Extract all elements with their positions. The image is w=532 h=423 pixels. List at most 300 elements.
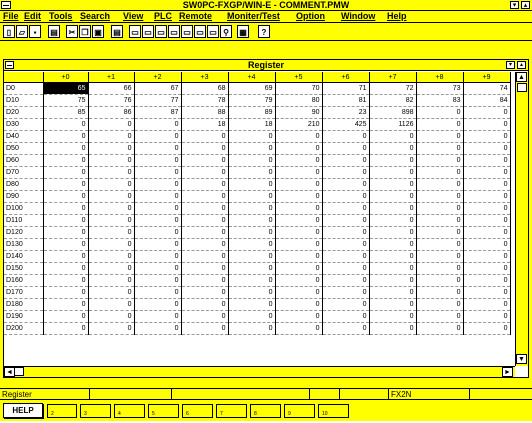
menu-window[interactable]: Window xyxy=(341,11,376,21)
register-cell[interactable]: 0 xyxy=(88,203,134,215)
register-cell[interactable]: 70 xyxy=(275,83,322,95)
register-cell[interactable]: 0 xyxy=(88,215,134,227)
fkey-3[interactable]: 3 xyxy=(80,404,111,418)
register-cell[interactable]: 79 xyxy=(228,95,275,107)
register-cell[interactable]: 0 xyxy=(43,203,88,215)
register-cell[interactable]: 0 xyxy=(322,203,369,215)
register-cell[interactable]: 0 xyxy=(275,275,322,287)
register-cell[interactable]: 0 xyxy=(134,131,181,143)
register-cell[interactable]: 0 xyxy=(134,119,181,131)
register-cell[interactable]: 0 xyxy=(416,107,463,119)
register-cell[interactable]: 0 xyxy=(88,299,134,311)
register-cell[interactable]: 0 xyxy=(416,179,463,191)
register-cell[interactable]: 0 xyxy=(88,323,134,335)
comment-view-icon[interactable]: ▭ xyxy=(168,25,180,38)
register-cell[interactable]: 0 xyxy=(322,167,369,179)
register-cell[interactable]: 0 xyxy=(181,251,228,263)
register-cell[interactable]: 0 xyxy=(43,131,88,143)
row-label: D180 xyxy=(4,299,43,311)
register-cell[interactable]: 0 xyxy=(275,251,322,263)
register-grid[interactable] xyxy=(4,72,514,366)
device-view-icon[interactable]: ▭ xyxy=(194,25,206,38)
register-cell[interactable]: 0 xyxy=(181,215,228,227)
fkey-10[interactable]: 10 xyxy=(318,404,349,418)
register-cell[interactable]: 0 xyxy=(463,239,510,251)
menu-file[interactable]: File xyxy=(3,11,19,21)
register-cell[interactable]: 72 xyxy=(369,83,416,95)
register-cell[interactable]: 0 xyxy=(416,239,463,251)
register-cell[interactable]: 0 xyxy=(369,287,416,299)
fkey-5[interactable]: 5 xyxy=(148,404,179,418)
register-cell[interactable]: 81 xyxy=(322,95,369,107)
register-cell[interactable]: 0 xyxy=(134,287,181,299)
find-icon[interactable]: ⚲ xyxy=(220,25,232,38)
register-cell[interactable]: 0 xyxy=(416,263,463,275)
register-cell[interactable]: 0 xyxy=(369,179,416,191)
register-cell[interactable]: 0 xyxy=(275,263,322,275)
register-cell[interactable]: 0 xyxy=(134,299,181,311)
register-cell[interactable]: 0 xyxy=(181,167,228,179)
register-row xyxy=(4,299,510,311)
register-cell[interactable]: 0 xyxy=(181,263,228,275)
help-icon[interactable]: ? xyxy=(258,25,270,38)
help-key-button[interactable]: HELP xyxy=(3,403,43,418)
status-bar xyxy=(0,388,532,399)
row-label: D170 xyxy=(4,287,43,299)
copy-icon[interactable]: ❐ xyxy=(79,25,91,38)
register-cell[interactable]: 0 xyxy=(369,167,416,179)
register-cell[interactable]: 0 xyxy=(463,323,510,335)
fkey-8[interactable]: 8 xyxy=(250,404,281,418)
register-cell[interactable]: 0 xyxy=(463,107,510,119)
register-cell[interactable]: 0 xyxy=(322,191,369,203)
register-cell[interactable]: 0 xyxy=(416,323,463,335)
register-cell[interactable]: 0 xyxy=(134,251,181,263)
register-cell[interactable]: 0 xyxy=(275,131,322,143)
register-row xyxy=(4,275,510,287)
register-cell[interactable]: 0 xyxy=(43,215,88,227)
register-title: Register xyxy=(247,60,284,70)
column-header: +1 xyxy=(88,72,134,83)
register-cell[interactable]: 0 xyxy=(275,167,322,179)
row-label: D130 xyxy=(4,239,43,251)
new-icon[interactable]: ▯ xyxy=(3,25,15,38)
scroll-up-icon[interactable]: ▲ xyxy=(516,72,527,82)
print2-icon[interactable]: ▤ xyxy=(111,25,123,38)
register-cell[interactable]: 0 xyxy=(43,119,88,131)
column-header: +7 xyxy=(369,72,416,83)
register-cell[interactable]: 0 xyxy=(181,227,228,239)
register-cell[interactable]: 75 xyxy=(43,95,88,107)
register-row xyxy=(4,167,510,179)
row-label: D70 xyxy=(4,167,43,179)
fkey-7[interactable]: 7 xyxy=(216,404,247,418)
register-cell[interactable]: 0 xyxy=(181,311,228,323)
register-cell[interactable]: 0 xyxy=(88,311,134,323)
register-cell[interactable]: 0 xyxy=(463,191,510,203)
menu-help[interactable]: Help xyxy=(387,11,407,21)
register-cell[interactable]: 0 xyxy=(228,179,275,191)
register-cell[interactable]: 0 xyxy=(88,275,134,287)
register-cell[interactable]: 0 xyxy=(228,191,275,203)
register-cell[interactable]: 0 xyxy=(134,191,181,203)
register-cell[interactable]: 0 xyxy=(463,287,510,299)
register-cell[interactable]: 0 xyxy=(463,155,510,167)
register-cell[interactable]: 0 xyxy=(369,191,416,203)
register-cell[interactable]: 0 xyxy=(43,155,88,167)
register-row xyxy=(4,227,510,239)
register-minimize-button[interactable]: ▾ xyxy=(506,61,515,69)
register-cell[interactable]: 0 xyxy=(463,299,510,311)
register-cell[interactable]: 0 xyxy=(322,227,369,239)
register-cell[interactable]: 0 xyxy=(88,143,134,155)
register-cell[interactable]: 0 xyxy=(134,155,181,167)
register-cell[interactable]: 0 xyxy=(88,287,134,299)
register-cell[interactable]: 0 xyxy=(43,323,88,335)
register-cell[interactable]: 0 xyxy=(181,287,228,299)
sfc-view-icon[interactable]: ▭ xyxy=(155,25,167,38)
register-cell[interactable]: 0 xyxy=(88,191,134,203)
register-cell[interactable]: 0 xyxy=(275,191,322,203)
scroll-down-icon[interactable]: ▼ xyxy=(516,354,527,364)
register-cell[interactable]: 0 xyxy=(43,275,88,287)
register-cell[interactable]: 0 xyxy=(43,179,88,191)
register-cell[interactable]: 76 xyxy=(88,95,134,107)
register-cell[interactable]: 0 xyxy=(369,323,416,335)
register-cell[interactable]: 0 xyxy=(43,239,88,251)
register-cell[interactable]: 0 xyxy=(43,287,88,299)
save-icon[interactable]: ▪ xyxy=(29,25,41,38)
register-cell[interactable]: 0 xyxy=(181,275,228,287)
register-cell[interactable]: 0 xyxy=(463,203,510,215)
register-cell[interactable]: 0 xyxy=(88,119,134,131)
register-cell[interactable]: 77 xyxy=(134,95,181,107)
register-cell[interactable]: 0 xyxy=(275,311,322,323)
register-cell[interactable]: 0 xyxy=(463,215,510,227)
row-label: D40 xyxy=(4,131,43,143)
row-label: D120 xyxy=(4,227,43,239)
register-cell[interactable]: 0 xyxy=(228,275,275,287)
menu-option[interactable]: Option xyxy=(296,11,325,21)
register-cell[interactable]: 0 xyxy=(134,239,181,251)
register-cell[interactable]: 71 xyxy=(322,83,369,95)
register-cell[interactable]: 0 xyxy=(134,167,181,179)
register-cell[interactable]: 0 xyxy=(88,131,134,143)
register-cell[interactable]: 0 xyxy=(228,203,275,215)
register-cell[interactable]: 0 xyxy=(228,263,275,275)
register-cell[interactable]: 0 xyxy=(134,215,181,227)
menu-moniter-test[interactable]: Moniter/Test xyxy=(227,11,280,21)
register-cell[interactable]: 0 xyxy=(43,251,88,263)
register-cell[interactable]: 0 xyxy=(463,131,510,143)
row-label: D80 xyxy=(4,179,43,191)
register-cell[interactable]: 85 xyxy=(43,107,88,119)
monitor-icon[interactable]: ▦ xyxy=(237,25,249,38)
vertical-scrollbar[interactable] xyxy=(515,72,528,366)
register-cell[interactable]: 0 xyxy=(134,179,181,191)
register-cell[interactable]: 0 xyxy=(416,143,463,155)
ladder-view-icon[interactable]: ▭ xyxy=(129,25,141,38)
register-cell[interactable]: 0 xyxy=(88,239,134,251)
row-label: D190 xyxy=(4,311,43,323)
register-cell[interactable]: 0 xyxy=(416,299,463,311)
register-cell[interactable]: 68 xyxy=(181,83,228,95)
register-cell[interactable]: 0 xyxy=(88,263,134,275)
register-cell[interactable]: 0 xyxy=(275,227,322,239)
register-cell[interactable]: 0 xyxy=(228,227,275,239)
register-cell[interactable]: 0 xyxy=(228,323,275,335)
register-cell[interactable]: 0 xyxy=(134,263,181,275)
register-cell[interactable]: 0 xyxy=(134,311,181,323)
register-cell[interactable]: 82 xyxy=(369,95,416,107)
register-cell[interactable]: 0 xyxy=(275,143,322,155)
fkey-4[interactable]: 4 xyxy=(114,404,145,418)
register-cell[interactable]: 0 xyxy=(416,131,463,143)
register-cell[interactable]: 0 xyxy=(369,203,416,215)
row-label: D90 xyxy=(4,191,43,203)
register-cell[interactable]: 84 xyxy=(463,95,510,107)
register-cell[interactable]: 0 xyxy=(88,179,134,191)
register-cell[interactable]: 67 xyxy=(134,83,181,95)
register-cell[interactable]: 65 xyxy=(43,83,88,95)
register-cell[interactable]: 0 xyxy=(275,323,322,335)
register-cell[interactable]: 80 xyxy=(275,95,322,107)
register-cell[interactable]: 0 xyxy=(322,323,369,335)
register-cell[interactable]: 0 xyxy=(228,131,275,143)
register-cell[interactable]: 69 xyxy=(228,83,275,95)
register-cell[interactable]: 0 xyxy=(275,215,322,227)
register-cell[interactable]: 0 xyxy=(88,155,134,167)
scroll-right-icon[interactable]: ► xyxy=(502,367,513,377)
menu-tools[interactable]: Tools xyxy=(49,11,73,21)
register-cell[interactable]: 0 xyxy=(181,203,228,215)
menu-edit[interactable]: Edit xyxy=(24,11,41,21)
menu-view[interactable]: View xyxy=(123,11,144,21)
register-cell[interactable]: 89 xyxy=(228,107,275,119)
register-cell[interactable]: 0 xyxy=(416,155,463,167)
register-cell[interactable]: 0 xyxy=(228,299,275,311)
row-label: D10 xyxy=(4,95,43,107)
register-cell[interactable]: 0 xyxy=(43,143,88,155)
register-cell[interactable]: 0 xyxy=(463,227,510,239)
vertical-scroll-thumb[interactable] xyxy=(517,83,527,92)
register-cell[interactable]: 0 xyxy=(88,167,134,179)
register-cell[interactable]: 0 xyxy=(181,131,228,143)
register-cell[interactable]: 0 xyxy=(275,179,322,191)
register-cell[interactable]: 0 xyxy=(416,311,463,323)
register-cell[interactable]: 18 xyxy=(228,119,275,131)
register-cell[interactable]: 0 xyxy=(322,155,369,167)
register-cell[interactable]: 0 xyxy=(275,287,322,299)
register-cell[interactable]: 0 xyxy=(275,155,322,167)
register-cell[interactable]: 0 xyxy=(322,215,369,227)
register-cell[interactable]: 0 xyxy=(134,227,181,239)
minimize-button[interactable]: ▾ xyxy=(510,1,519,9)
register-cell[interactable]: 0 xyxy=(322,251,369,263)
horizontal-scrollbar[interactable] xyxy=(4,366,515,377)
column-header: +4 xyxy=(228,72,275,83)
menu-plc[interactable]: PLC xyxy=(154,11,172,21)
register-cell[interactable]: 0 xyxy=(369,263,416,275)
register-cell[interactable]: 86 xyxy=(88,107,134,119)
cut-icon[interactable]: ✂ xyxy=(66,25,78,38)
register-cell[interactable]: 0 xyxy=(416,203,463,215)
register-cell[interactable]: 0 xyxy=(43,227,88,239)
register-maximize-button[interactable]: ▴ xyxy=(517,61,526,69)
register-row xyxy=(4,179,510,191)
print-icon[interactable]: ▤ xyxy=(48,25,60,38)
horizontal-scroll-thumb[interactable] xyxy=(14,367,24,376)
register-cell[interactable]: 87 xyxy=(134,107,181,119)
toolbar xyxy=(0,22,532,41)
register-cell[interactable]: 0 xyxy=(322,131,369,143)
register-cell[interactable]: 0 xyxy=(416,251,463,263)
register-cell[interactable]: 0 xyxy=(416,287,463,299)
register-cell[interactable]: 0 xyxy=(369,239,416,251)
register-cell[interactable]: 88 xyxy=(181,107,228,119)
register-cell[interactable]: 0 xyxy=(228,155,275,167)
register-cell[interactable]: 0 xyxy=(322,275,369,287)
register-cell[interactable]: 74 xyxy=(463,83,510,95)
register-cell[interactable]: 0 xyxy=(369,311,416,323)
register-cell[interactable]: 0 xyxy=(228,167,275,179)
register-cell[interactable]: 0 xyxy=(369,251,416,263)
register-cell[interactable]: 0 xyxy=(275,239,322,251)
register-cell[interactable]: 0 xyxy=(228,311,275,323)
register-cell[interactable]: 0 xyxy=(463,311,510,323)
register-cell[interactable]: 0 xyxy=(181,239,228,251)
fkey-9[interactable]: 9 xyxy=(284,404,315,418)
maximize-button[interactable]: ▴ xyxy=(521,1,530,9)
register-cell[interactable]: 0 xyxy=(322,263,369,275)
register-cell[interactable]: 0 xyxy=(369,227,416,239)
register-cell[interactable]: 0 xyxy=(43,167,88,179)
register-cell[interactable]: 0 xyxy=(322,299,369,311)
register-cell[interactable]: 78 xyxy=(181,95,228,107)
register-cell[interactable]: 0 xyxy=(181,323,228,335)
register-cell[interactable]: 0 xyxy=(43,299,88,311)
row-label: D110 xyxy=(4,215,43,227)
register-cell[interactable]: 0 xyxy=(134,323,181,335)
register-cell[interactable]: 66 xyxy=(88,83,134,95)
register-cell[interactable]: 0 xyxy=(43,311,88,323)
register-title-bar xyxy=(4,60,528,71)
register-cell[interactable]: 0 xyxy=(275,203,322,215)
register-row xyxy=(4,191,510,203)
register-view-icon[interactable]: ▭ xyxy=(181,25,193,38)
column-header: +8 xyxy=(416,72,463,83)
register-row xyxy=(4,143,510,155)
register-row xyxy=(4,131,510,143)
paste-icon[interactable]: ▣ xyxy=(92,25,104,38)
list-view-icon[interactable]: ▭ xyxy=(142,25,154,38)
register-cell[interactable]: 0 xyxy=(463,167,510,179)
register-cell[interactable]: 0 xyxy=(228,251,275,263)
register-cell[interactable]: 0 xyxy=(322,311,369,323)
register-cell[interactable]: 0 xyxy=(369,275,416,287)
column-header: +3 xyxy=(181,72,228,83)
register-cell[interactable]: 18 xyxy=(181,119,228,131)
status-mode: Register xyxy=(0,389,90,400)
register-cell[interactable]: 0 xyxy=(275,299,322,311)
register-cell[interactable]: 0 xyxy=(43,263,88,275)
register-cell[interactable]: 73 xyxy=(416,83,463,95)
register-cell[interactable]: 0 xyxy=(463,143,510,155)
register-cell[interactable]: 0 xyxy=(228,215,275,227)
register-row xyxy=(4,263,510,275)
scroll-left-icon[interactable]: ◄ xyxy=(4,367,15,377)
register-cell[interactable]: 0 xyxy=(369,131,416,143)
register-cell[interactable]: 210 xyxy=(275,119,322,131)
register-cell[interactable]: 0 xyxy=(228,143,275,155)
register-cell[interactable]: 0 xyxy=(369,143,416,155)
register-cell[interactable]: 0 xyxy=(134,203,181,215)
column-header: +2 xyxy=(134,72,181,83)
register-cell[interactable]: 0 xyxy=(463,263,510,275)
register-cell[interactable]: 83 xyxy=(416,95,463,107)
register-cell[interactable]: 0 xyxy=(463,275,510,287)
register-cell[interactable]: 0 xyxy=(416,191,463,203)
corner-header xyxy=(4,72,43,83)
fkey-6[interactable]: 6 xyxy=(182,404,213,418)
row-label: D60 xyxy=(4,155,43,167)
row-label: D0 xyxy=(4,83,43,95)
fkey-2[interactable]: 2 xyxy=(47,404,77,418)
register-cell[interactable]: 0 xyxy=(369,299,416,311)
register-cell[interactable]: 0 xyxy=(181,179,228,191)
register-cell[interactable]: 90 xyxy=(275,107,322,119)
menu-search[interactable]: Search xyxy=(80,11,111,21)
register-cell[interactable]: 0 xyxy=(416,167,463,179)
register-cell[interactable]: 0 xyxy=(88,227,134,239)
register-cell[interactable]: 23 xyxy=(322,107,369,119)
register-cell[interactable]: 0 xyxy=(88,251,134,263)
register-cell[interactable]: 0 xyxy=(416,119,463,131)
register-cell[interactable]: 0 xyxy=(134,143,181,155)
register-cell[interactable]: 0 xyxy=(369,155,416,167)
menu-remote[interactable]: Remote xyxy=(179,11,213,21)
register-cell[interactable]: 0 xyxy=(322,239,369,251)
register-cell[interactable]: 0 xyxy=(228,287,275,299)
register-cell[interactable]: 0 xyxy=(134,275,181,287)
register-cell[interactable]: 0 xyxy=(369,215,416,227)
register-cell[interactable]: 0 xyxy=(181,143,228,155)
register-cell[interactable]: 898 xyxy=(369,107,416,119)
register-cell[interactable]: 0 xyxy=(322,287,369,299)
register-cell[interactable]: 0 xyxy=(322,143,369,155)
register-cell[interactable]: 0 xyxy=(463,251,510,263)
register-cell[interactable]: 0 xyxy=(416,275,463,287)
register-cell[interactable]: 0 xyxy=(181,191,228,203)
register-cell[interactable]: 0 xyxy=(181,155,228,167)
register-row xyxy=(4,287,510,299)
register-cell[interactable]: 0 xyxy=(228,239,275,251)
register-cell[interactable]: 0 xyxy=(463,179,510,191)
column-header: +5 xyxy=(275,72,322,83)
register-cell[interactable]: 0 xyxy=(416,227,463,239)
register-cell[interactable]: 0 xyxy=(463,119,510,131)
register-cell[interactable]: 0 xyxy=(416,215,463,227)
register-cell[interactable]: 1126 xyxy=(369,119,416,131)
open-icon[interactable]: ▱ xyxy=(16,25,28,38)
register-row xyxy=(4,239,510,251)
register-cell[interactable]: 0 xyxy=(322,179,369,191)
register-cell[interactable]: 0 xyxy=(43,191,88,203)
row-label: D20 xyxy=(4,107,43,119)
data-view-icon[interactable]: ▭ xyxy=(207,25,219,38)
register-cell[interactable]: 425 xyxy=(322,119,369,131)
register-cell[interactable]: 0 xyxy=(181,299,228,311)
